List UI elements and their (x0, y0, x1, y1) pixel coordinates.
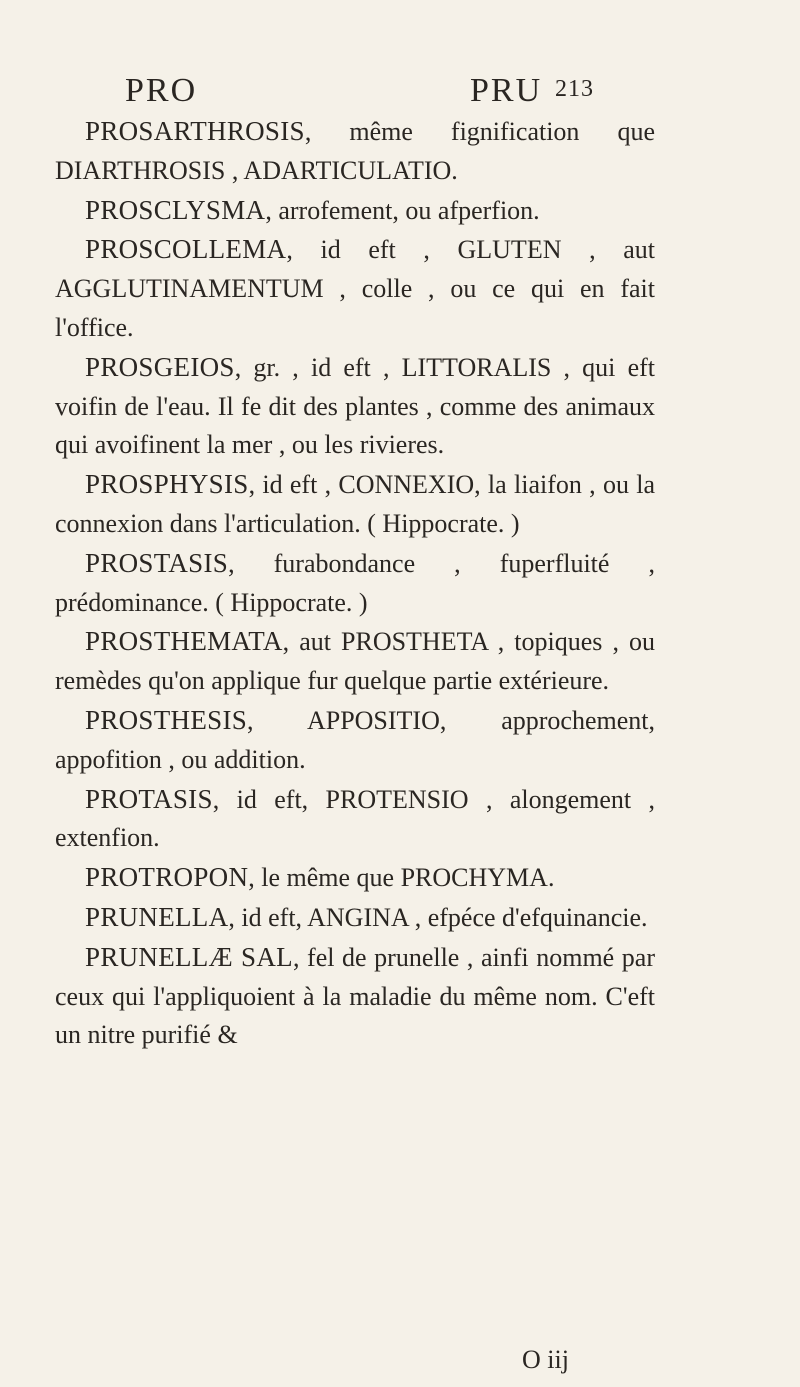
entry-text: , id eft, ANGINA , efpéce d'efquinancie. (228, 902, 648, 932)
entry-text: , id eft , GLUTEN , aut AGGLUTINAMENTUM , colle , ou ce qui en fait l'office. (55, 235, 655, 342)
running-head-right: PRU (470, 72, 543, 109)
entry-prosclysma (55, 191, 655, 231)
entry-text: , même fignification que DIARTHROSIS , ADARTICULATIO. (55, 117, 655, 185)
entry-prosarthrosis (55, 112, 655, 191)
page-number: 213 (555, 76, 594, 102)
headword: PROTROPON (85, 862, 249, 893)
entry-text: , id eft, PROTENSIO , alongement , extenfion. (55, 784, 655, 853)
headword: PROSCOLLEMA (85, 234, 287, 265)
entry-protasis (55, 780, 655, 859)
headword: PROTASIS (85, 783, 213, 814)
entry-proscollema (55, 230, 655, 347)
entry-prosthemata (55, 622, 655, 701)
headword: PROSPHYSIS (85, 469, 249, 500)
entry-text: , fel de prunelle , ainfi nommé par ceux qui l'appliquoient à la maladie du même nom. C'eft un nitre purifié & (55, 942, 655, 1050)
entry-text: , APPOSITIO, approchement, appofition , ou addition. (55, 705, 655, 774)
entry-text: , id eft , CONNEXIO, la liaifon , ou la connexion dans l'articulation. ( Hippocrate. ) (55, 470, 655, 538)
entry-text: , aut PROSTHETA , topiques , ou remèdes qu'on applique fur quelque partie extérieure. (55, 627, 655, 696)
headword: PRUNELLA (85, 901, 229, 932)
signature-mark: O iij (522, 1345, 569, 1374)
entry-protropon (55, 858, 655, 898)
entry-prunella (55, 898, 655, 938)
entry-prostasis (55, 544, 655, 623)
entry-text: , gr. , id eft , LITTORALIS , qui eft voifin de l'eau. Il fe dit des plantes , comme des animaux qui avoifinent la mer , ou les rivieres. (55, 352, 655, 460)
headword: PROSTHEMATA (85, 626, 283, 657)
headword: PROSARTHROSIS (85, 116, 305, 146)
running-head-left: PRO (125, 72, 198, 109)
entry-prunellae-sal (55, 938, 655, 1055)
headword: PROSTASIS (85, 547, 229, 578)
headword: PRUNELLÆ SAL (85, 941, 293, 972)
entry-text: , le même que PROCHYMA. (248, 863, 555, 893)
headword: PROSCLYSMA (85, 194, 266, 225)
headword: PROSTHESIS (85, 704, 248, 735)
body-text (55, 112, 655, 1055)
entry-prosgeios (55, 348, 655, 465)
entry-prosphysis (55, 465, 655, 544)
headword: PROSGEIOS (85, 351, 235, 382)
entry-text: , arrofement, ou afperfion. (265, 195, 540, 225)
entry-text: , furabondance , fuperfluité , prédominance. ( Hippocrate. ) (55, 548, 655, 617)
entry-prosthesis (55, 701, 655, 780)
